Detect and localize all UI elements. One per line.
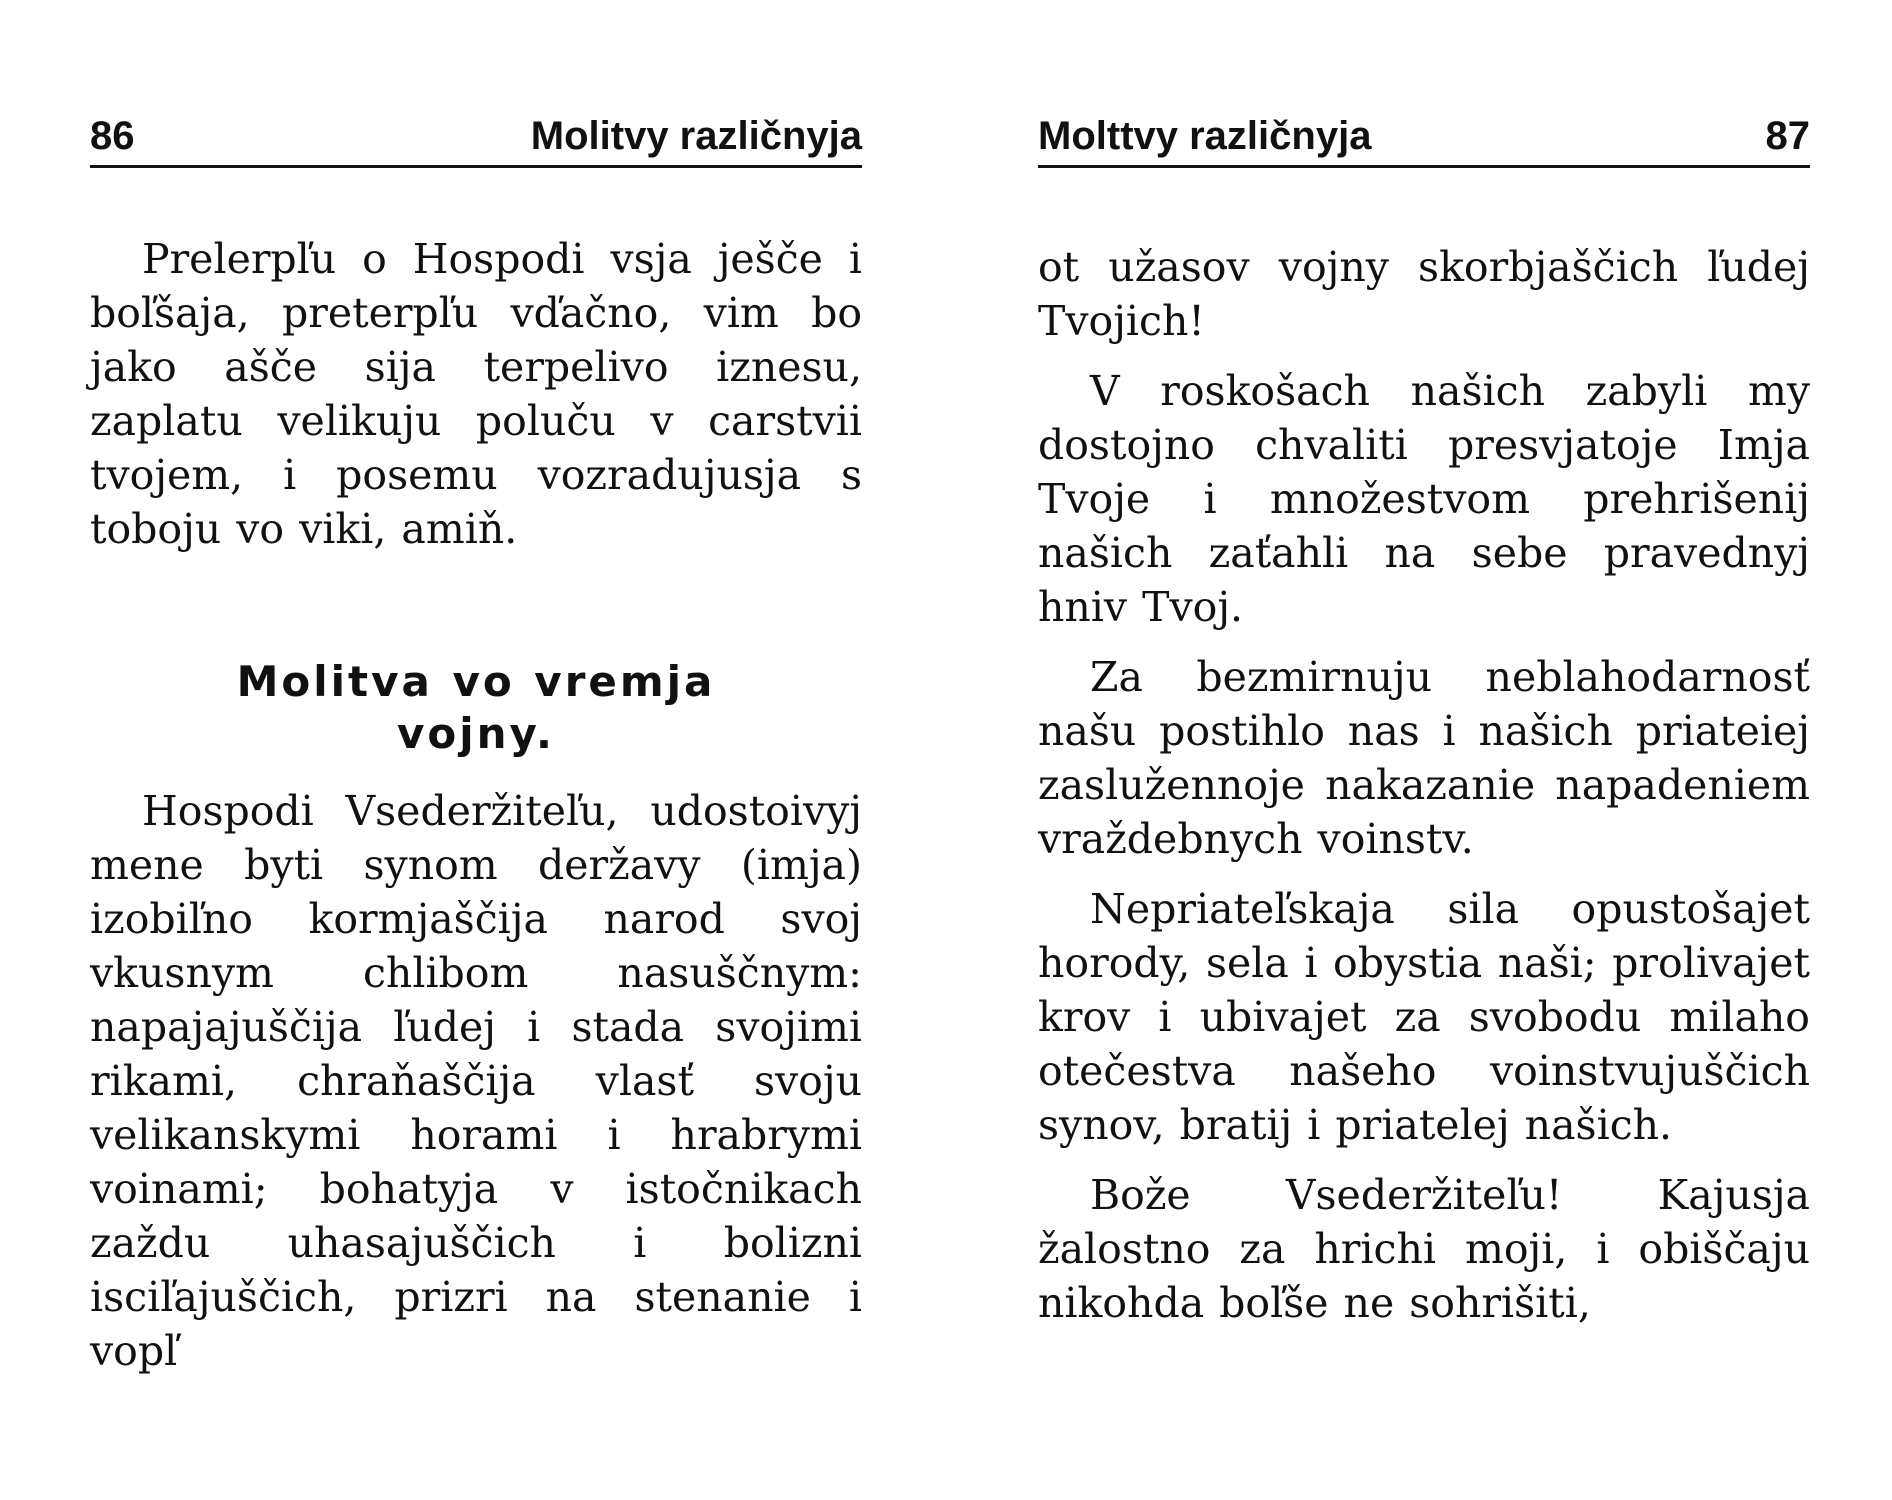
left-paragraph-1: Prelerpľu o Hospodi vsja ješče i boľšaja, preterpľu vďačno, vim bo jako ašče sija terpelivo iznesu, zaplatu velikuju poluču v carstvii tvojem, i posemu vozradujusja s toboju vo viki, amiň. <box>90 235 862 553</box>
left-page-header <box>90 112 862 168</box>
right-paragraph-1: ot užasov vojny skorbjaščich ľudej Tvojich! <box>1038 243 1810 345</box>
section-title-line-1: Molitva vo vremja <box>236 657 716 706</box>
right-paragraph-3: Za bezmirnuju neblahodarnosť našu postihlo nas i našich priateiej zaslužennoje nakazanie napadeniem vraždebnych voinstv. <box>1038 653 1810 863</box>
right-paragraph-5: Bože Vsederžiteľu! Kajusja žalostno za hrichi moji, i obiščaju nikohda boľše ne sohrišiti, <box>1038 1171 1810 1327</box>
section-title-line-2: vojny. <box>396 709 555 758</box>
right-page <box>1038 0 1810 1500</box>
right-page-body <box>1038 240 1810 1330</box>
right-page-number: 87 <box>1765 114 1810 158</box>
right-paragraph-2: V roskošach našich zabyli my dostojno chvaliti presvjatoje Imja Tvoje i množestvom prehrišenij našich zaťahli na sebe pravednyj hniv Tvoj. <box>1038 367 1810 631</box>
right-running-head: Molttvy različnyja <box>1038 114 1372 158</box>
left-page-body <box>90 232 862 1378</box>
left-page <box>90 0 862 1500</box>
right-paragraph-4: Nepriateľskaja sila opustošajet horody, sela i obystia naši; prolivajet krov i ubivajet za svobodu milaho otečestva našeho voinstvujuščich synov, bratij i priatelej našich. <box>1038 885 1810 1149</box>
right-page-header <box>1038 112 1810 168</box>
section-paragraph: Hospodi Vsederžiteľu, udostoivyj mene byti synom deržavy (imja) izobiľno kormjaščija narod svoj vkusnym chlibom nasuščnym: napajajuščija ľudej i stada svojimi rikami, chraňaščija vlasť svoju velikanskymi horami i hrabrymi voinami; bohatyja v istočnikach zaždu uhasajuščich i bolizni isciľajuščich, prizri na stenanie i vopľ <box>90 787 862 1375</box>
left-running-head: Molitvy različnyja <box>530 114 862 158</box>
left-page-number: 86 <box>90 114 135 158</box>
section-title <box>90 656 862 760</box>
